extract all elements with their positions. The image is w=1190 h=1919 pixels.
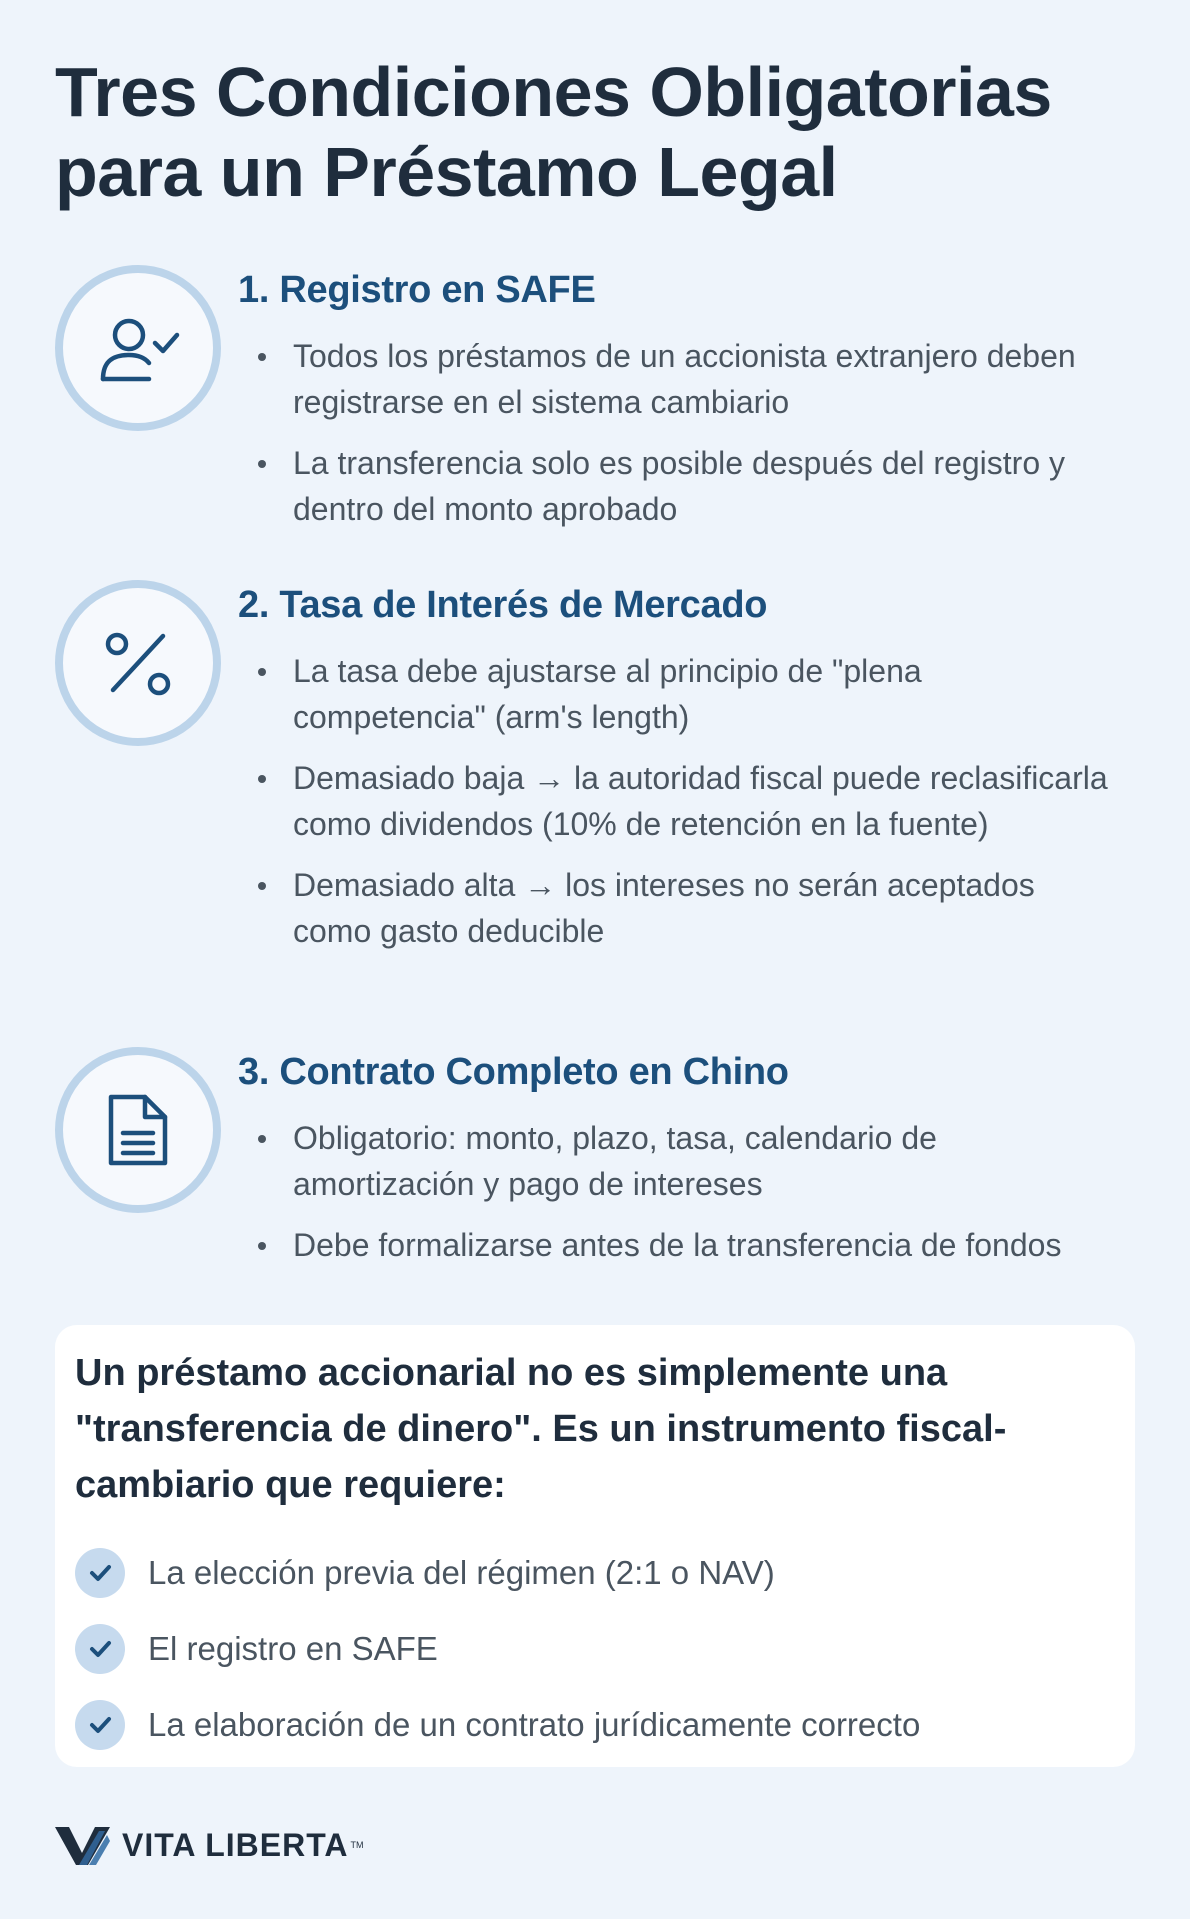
page-title-line-1: Tres Condiciones Obligatorias bbox=[55, 53, 1052, 131]
bullet-item: Debe formalizarse antes de la transferencia de fondos bbox=[258, 1222, 1118, 1268]
trademark-mark: TM bbox=[350, 1840, 364, 1850]
bullet-item: La transferencia solo es posible después del registro y dentro del monto aprobado bbox=[258, 440, 1118, 532]
bullet-list bbox=[258, 1115, 1118, 1283]
bullet-list bbox=[258, 648, 1118, 969]
section-title: 3. Contrato Completo en Chino bbox=[238, 1051, 789, 1093]
document-icon bbox=[55, 1047, 221, 1213]
check-icon bbox=[75, 1548, 125, 1598]
vita-liberta-logo-icon bbox=[55, 1823, 110, 1868]
checklist-item bbox=[75, 1687, 920, 1763]
user-check-icon bbox=[55, 265, 221, 431]
summary-card bbox=[55, 1325, 1135, 1767]
bullet-item: Demasiado alta → los intereses no serán aceptados como gasto deducible bbox=[258, 862, 1118, 954]
requirements-checklist bbox=[75, 1535, 920, 1763]
page-title-line-2: para un Préstamo Legal bbox=[55, 133, 838, 211]
section-title: 2. Tasa de Interés de Mercado bbox=[238, 584, 768, 626]
bullet-list bbox=[258, 333, 1118, 547]
check-icon bbox=[75, 1624, 125, 1674]
percent-icon bbox=[55, 580, 221, 746]
check-icon bbox=[75, 1700, 125, 1750]
section-title: 1. Registro en SAFE bbox=[238, 269, 596, 311]
page-title bbox=[55, 52, 1135, 212]
checklist-label: La elaboración de un contrato jurídicamente correcto bbox=[148, 1706, 921, 1743]
brand-logo bbox=[55, 1820, 364, 1870]
bullet-item: Obligatorio: monto, plazo, tasa, calendario de amortización y pago de intereses bbox=[258, 1115, 1118, 1207]
brand-name: VITA LIBERTA bbox=[122, 1826, 349, 1863]
checklist-item bbox=[75, 1611, 920, 1687]
summary-lead: Un préstamo accionarial no es simplemente una "transferencia de dinero". Es un instrumento fiscal-cambiario que requiere: bbox=[75, 1352, 1007, 1506]
checklist-label: La elección previa del régimen (2:1 o NAV) bbox=[148, 1554, 775, 1591]
checklist-label: El registro en SAFE bbox=[148, 1630, 438, 1667]
bullet-item: Todos los préstamos de un accionista extranjero deben registrarse en el sistema cambiario bbox=[258, 333, 1118, 425]
bullet-item: La tasa debe ajustarse al principio de "plena competencia" (arm's length) bbox=[258, 648, 1118, 740]
checklist-item bbox=[75, 1535, 920, 1611]
bullet-item: Demasiado baja → la autoridad fiscal puede reclasificarla como dividendos (10% de retención en la fuente) bbox=[258, 755, 1118, 847]
